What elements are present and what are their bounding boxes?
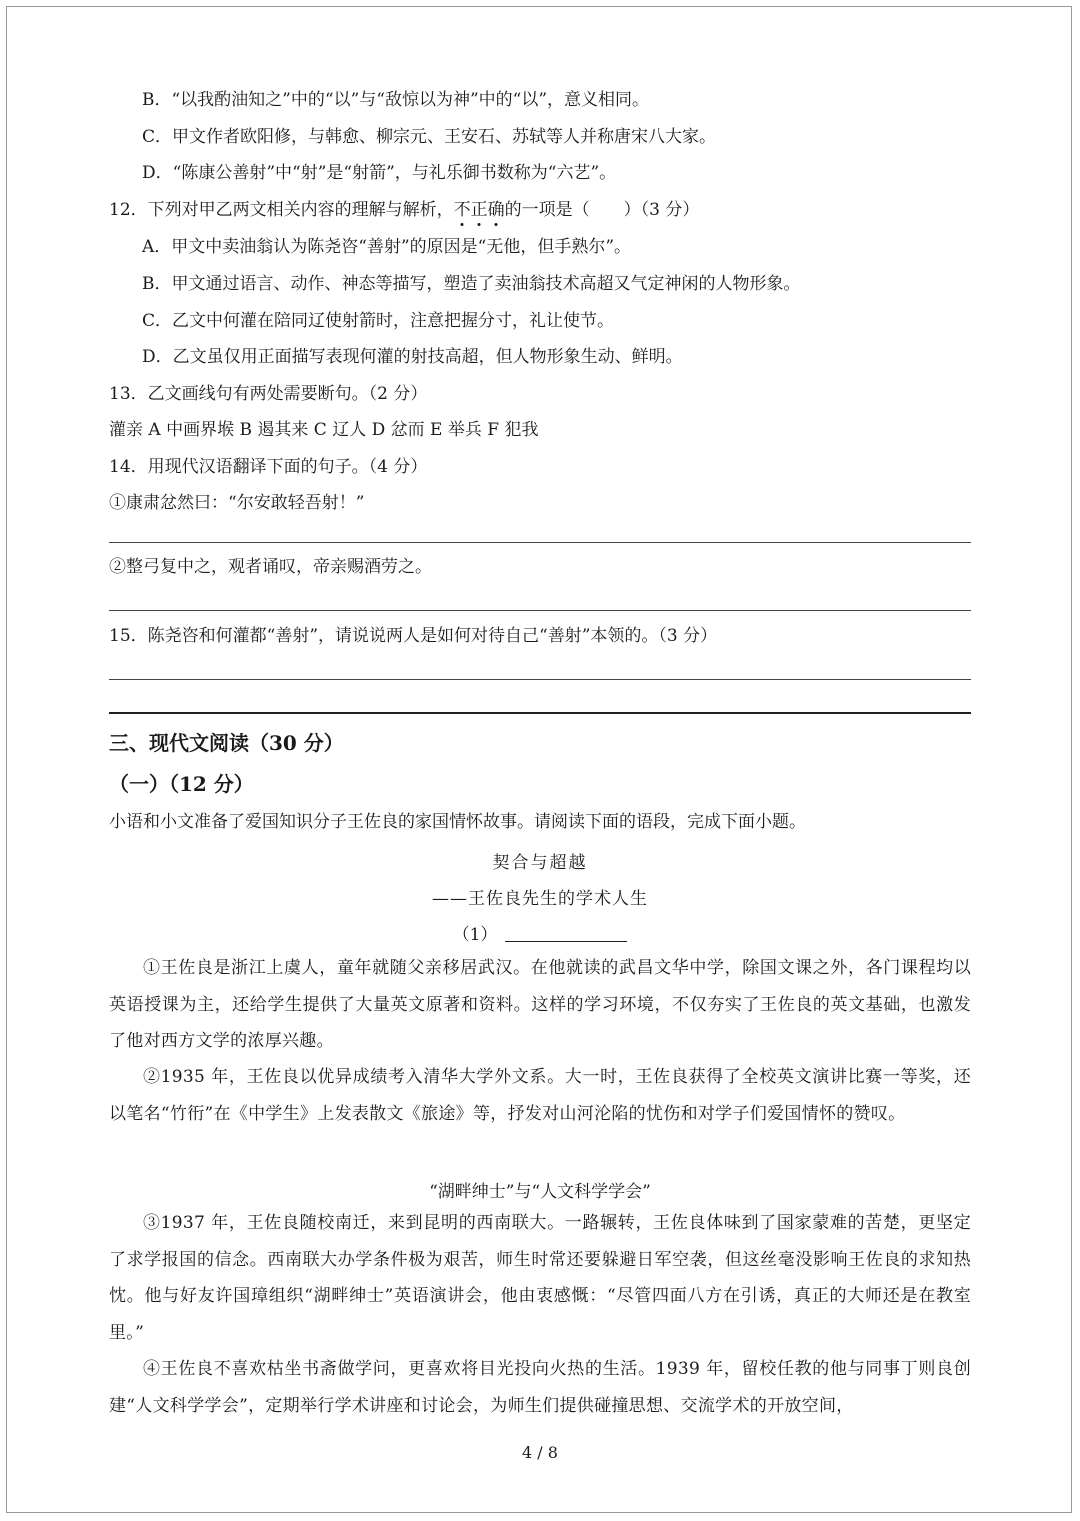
q11-option-b: B．“以我酌油知之”中的“以”与“敌惊以为神”中的“以”，意义相同。	[142, 90, 650, 110]
q13-prompt: 13．乙文画线句有两处需要断句。（2 分）	[109, 384, 428, 404]
fill-in-blank[interactable]	[505, 925, 627, 942]
article-paragraph-4: ④王佐良不喜欢枯坐书斋做学问，更喜欢将目光投向火热的生活。1939 年，留校任教的他与同事丁则良创建“人文科学学会”，定期举行学术讲座和讨论会，为师生们提供碰撞思想、交流学术的开放空间，	[109, 1359, 971, 1416]
article-paragraph-2: ②1935 年，王佐良以优异成绩考入清华大学外文系。大一时，王佐良获得了全校英文演讲比赛一等奖，还以笔名“竹衎”在《中学生》上发表散文《旅途》等，抒发对山河沦陷的忧伤和对学子们爱国情怀的赞叹。	[109, 1067, 971, 1124]
emphasis-char: 确	[487, 200, 505, 220]
answer-line[interactable]	[109, 679, 971, 680]
subsection-title: （一）（12 分）	[109, 772, 254, 796]
page-number: 4 / 8	[522, 1443, 558, 1462]
section-title: 三、现代文阅读（30 分）	[109, 731, 344, 755]
subheading-blank	[109, 920, 971, 945]
emphasis-char: 正	[470, 200, 488, 220]
q11-option-d: D．“陈康公善射”中“射”是“射箭”，与礼乐御书数称为“六艺”。	[142, 163, 617, 183]
q14-sentence-1: ①康肃忿然曰：“尔安敢轻吾射！”	[109, 493, 365, 513]
answer-line[interactable]	[109, 610, 971, 611]
answer-line[interactable]	[109, 542, 971, 543]
section-intro: 小语和小文准备了爱国知识分子王佐良的家国情怀故事。请阅读下面的语段，完成下面小题。	[109, 812, 806, 832]
q14-prompt: 14．用现代汉语翻译下面的句子。（4 分）	[109, 457, 428, 477]
subheading-number: （1）	[452, 925, 498, 945]
section-divider	[109, 712, 971, 714]
q12-prompt-suffix: 的一项是（ ）（3 分）	[504, 200, 700, 220]
q12-option-a: A．甲文中卖油翁认为陈尧咨“善射”的原因是“无他，但手熟尔”。	[142, 237, 632, 257]
article-title: 契合与超越	[492, 853, 588, 873]
q12-option-c: C．乙文中何灌在陪同辽使射箭时，注意把握分寸，礼让使节。	[142, 311, 615, 331]
q11-option-c: C．甲文作者欧阳修，与韩愈、柳宗元、王安石、苏轼等人并称唐宋八大家。	[142, 127, 717, 147]
emphasis-char: 不	[453, 200, 471, 220]
article-subtitle: ——王佐良先生的学术人生	[432, 889, 648, 909]
q12-option-d: D．乙文虽仅用正面描写表现何灌的射技高超，但人物形象生动、鲜明。	[142, 347, 683, 367]
q12-option-b: B．甲文通过语言、动作、神态等描写，塑造了卖油翁技术高超又气定神闲的人物形象。	[142, 274, 801, 294]
article-paragraph-3: ③1937 年，王佐良随校南迁，来到昆明的西南联大。一路辗转，王佐良体味到了国家蒙难的苦楚，更坚定了求学报国的信念。西南联大办学条件极为艰苦，师生时常还要躲避日军空袭，但这丝毫没影响王佐良的求知热忱。他与好友许国璋组织“湖畔绅士”英语演讲会，他由衷感慨：“尽管四面八方在引诱，真正的大师还是在教室里。”	[109, 1213, 971, 1343]
q12-prompt-prefix: 12．下列对甲乙两文相关内容的理解与解析，	[109, 200, 454, 220]
q15-prompt: 15．陈尧咨和何灌都“善射”，请说说两人是如何对待自己“善射”本领的。（3 分）	[109, 626, 718, 646]
q13-sentence: 灌亲 A 中画界堠 B 遏其来 C 辽人 D 忿而 E 举兵 F 犯我	[109, 420, 539, 440]
q12-prompt	[109, 199, 699, 221]
q14-sentence-2: ②整弓复中之，观者诵叹，帝亲赐酒劳之。	[109, 557, 432, 577]
article-paragraph-1: ①王佐良是浙江上虞人，童年就随父亲移居武汉。在他就读的武昌文华中学，除国文课之外，各门课程均以英语授课为主，还给学生提供了大量英文原著和资料。这样的学习环境，不仅夯实了王佐良的英文基础，也激发了他对西方文学的浓厚兴趣。	[109, 958, 971, 1051]
article-section-title: “湖畔绅士”与“人文科学学会”	[429, 1182, 651, 1202]
